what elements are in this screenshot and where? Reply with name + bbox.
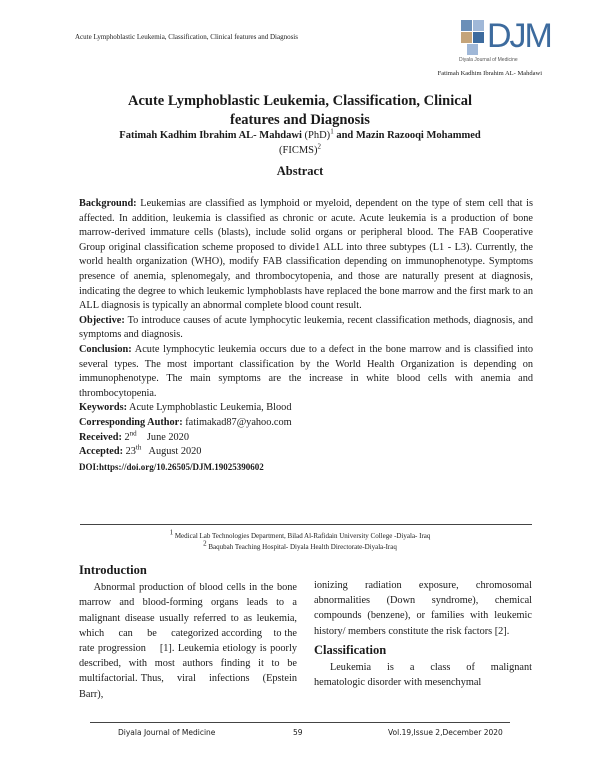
received-sup: nd — [129, 429, 137, 438]
background-para — [79, 197, 533, 314]
author-1: Fatimah Kadhim Ibrahim AL- Mahdawi — [119, 130, 302, 141]
corresponding-email[interactable]: fatimakad87@yahoo.com — [182, 416, 292, 428]
author-1-degree: (PhD) — [301, 130, 331, 141]
received-label: Received: — [79, 431, 122, 443]
accepted-para — [79, 445, 533, 460]
accepted-sup: th — [135, 443, 142, 452]
conclusion-label: Conclusion: — [79, 343, 132, 355]
logo-square-3 — [461, 32, 472, 43]
author-conj: and — [333, 130, 356, 141]
logo-square-1 — [461, 20, 472, 31]
affiliations — [60, 528, 540, 552]
affiliation-divider — [80, 524, 532, 525]
affiliation-2 — [60, 539, 540, 553]
corresponding-label: Corresponding Author: — [79, 416, 183, 428]
running-head: Acute Lymphoblastic Leukemia, Classification, Clinical features and Diagnosis — [75, 33, 298, 41]
logo-subtext: Diyala Journal of Medicine — [459, 57, 518, 63]
conclusion-text: Acute lymphocytic leukemia occurs due to a defect in the bone marrow and is classified into several types. The most important classification by the World Health Organization is depending on immunophenotype. The main symptoms are the increase in white blood cells with anemia and thrombocytopenia. — [79, 343, 533, 399]
author-2: Mazin Razooqi Mohammed — [355, 130, 481, 141]
accepted-label: Accepted: — [79, 446, 124, 458]
accepted-day: 23 — [125, 446, 136, 458]
title-line-1: Acute Lymphoblastic Leukemia, Classification, Clinical — [128, 93, 472, 109]
affiliation-1-sup: 1 — [169, 528, 174, 537]
footer-divider — [90, 722, 510, 723]
author-2-affil: 2 — [317, 142, 321, 151]
abstract-heading: Abstract — [276, 164, 324, 178]
affiliation-2-sup: 2 — [203, 539, 207, 548]
affiliation-2-text: Baqubah Teaching Hospital- Diyala Health Directorate-Diyala-Iraq — [206, 542, 397, 551]
keywords-text: Acute Lymphoblastic Leukemia, Blood — [127, 402, 292, 414]
author-header: Fatimah Kadhim Ibrahim AL- Mahdawi — [437, 70, 542, 77]
objective-text: To introduce causes of acute lymphocytic leukemia, recent classification methods, diagnosis, and symptoms and diagnosis. — [79, 314, 533, 341]
author-2-degree: (FICMS) — [278, 145, 318, 156]
logo-text: DJM — [487, 17, 551, 55]
classification-text: Leukemia is a class of malignant hematologic disorder with mesenchymal — [314, 662, 535, 689]
accepted-rest: August 2020 — [141, 446, 202, 458]
conclusion-para — [79, 343, 533, 401]
received-rest: June 2020 — [136, 431, 189, 443]
corresponding-para — [79, 416, 533, 431]
background-text: Leukemias are classified as lymphoid or myeloid, dependent on the type of stem cell that is affected. In addition, leukemia is classified as chronic or acute. Acute leukemia is a production of bone marrow-derived immature cells (blasts), include solid organs or peripheral blood. The FAB Cooperative Group original classification scheme proposed to divide1 ALL into three subtypes (L1 - L3). Currently, the world health organization (WHO), modify FAB classification depending on immunophenotype. Symptoms presence of anemia, splenomegaly, and thrombocytopenia, and those are naturally present at diagnosis, indicating the degree to which leukemic lymphoblasts have replaced the bone marrow and the first mark to an ALL diagnosis is typically an abnormal complete blood count result. — [79, 198, 533, 312]
doi-link[interactable]: DOI:https://doi.org/10.26505/DJM.19025390602 — [79, 461, 264, 472]
received-para — [79, 431, 533, 446]
logo-square-2 — [473, 20, 484, 31]
objective-label: Objective: — [79, 314, 125, 326]
title-line-2: features and Diagnosis — [230, 112, 370, 128]
right-column — [314, 578, 535, 690]
introduction-text: Abnormal production of blood cells in the bone marrow and blood-forming organs leads to a malignant disease usually referred to as leukemia, which can be categorized according to the rate progression [1]. Leukemia etiology is poorly described, with most authors finding it to be multifactorial. Thus, viral infections (Epstein Barr), — [79, 582, 310, 700]
footer-journal: Diyala Journal of Medicine — [118, 728, 216, 737]
footer-volume: Vol.19,Issue 2,December 2020 — [388, 728, 503, 737]
left-column — [79, 563, 310, 702]
author-list — [60, 128, 540, 158]
affiliation-1 — [60, 528, 540, 542]
author-1-affil: 1 — [330, 127, 334, 136]
introduction-continued: ionizing radiation exposure, chromosomal abnormalities (Down syndrome), chemical compounds (benzene), or families with leukemic history/ members constitute the risk factors [2]. — [314, 580, 532, 637]
introduction-heading: Introduction — [79, 563, 147, 577]
logo-square-5 — [467, 44, 478, 55]
received-day: 2 — [124, 431, 130, 443]
keywords-para — [79, 401, 533, 416]
keywords-label: Keywords: — [79, 402, 128, 414]
background-label: Background: — [79, 198, 137, 209]
footer-page-number: 59 — [293, 728, 303, 737]
logo-square-4 — [473, 32, 484, 43]
objective-para — [79, 314, 533, 343]
affiliation-1-text: Medical Lab Technologies Department, Bilad Al-Rafidain University College -Diyala- Iraq — [173, 532, 431, 540]
journal-logo — [459, 16, 551, 70]
abstract-body — [79, 197, 533, 474]
paper-title — [60, 92, 540, 130]
classification-heading: Classification — [314, 642, 387, 657]
